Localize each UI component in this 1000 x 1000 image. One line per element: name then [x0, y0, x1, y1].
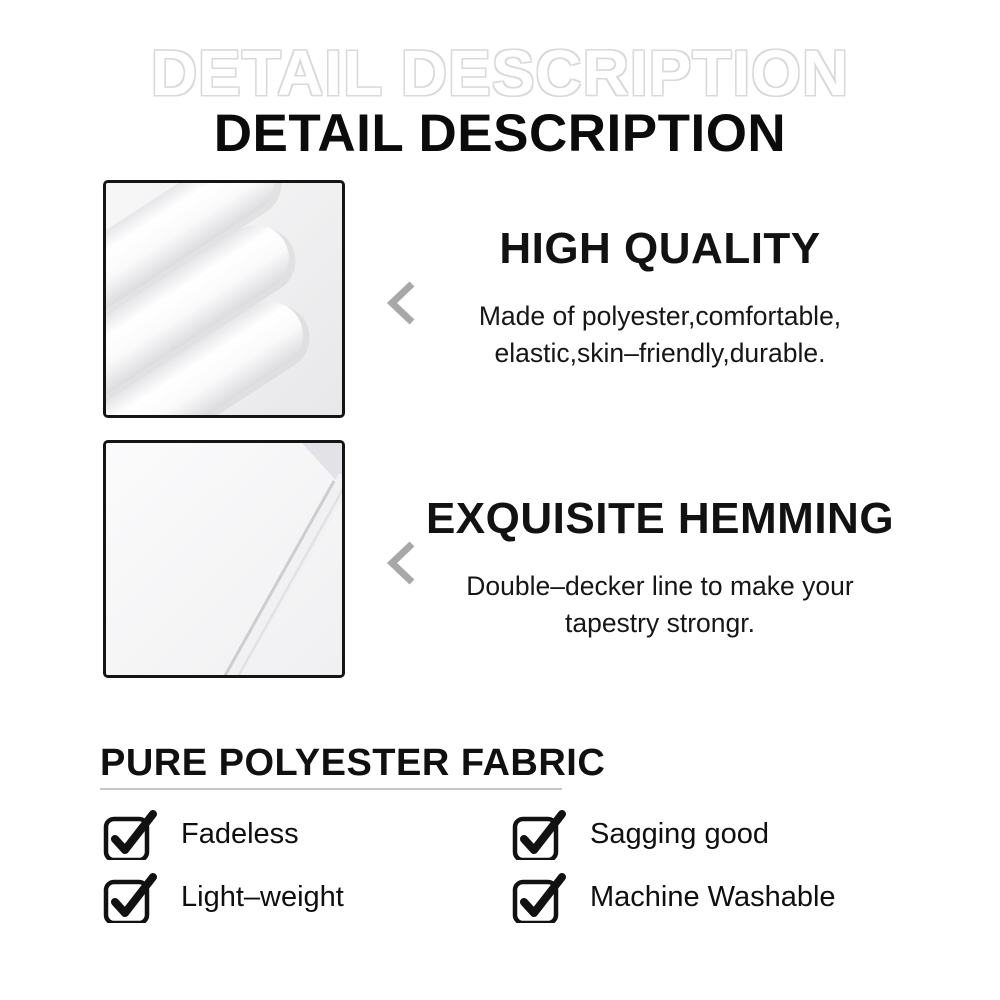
- section-heading: HIGH QUALITY: [499, 224, 821, 273]
- feature-machine-washable: [512, 871, 836, 923]
- checkbox-checked-icon: [103, 808, 159, 860]
- ghost-title-text: DETAIL DESCRIPTION: [150, 37, 850, 109]
- page-title: DETAIL DESCRIPTION: [213, 103, 787, 163]
- feature-label: Sagging good: [590, 817, 769, 850]
- feature-label: Light–weight: [181, 880, 344, 913]
- product-photo-hem-stitch: [103, 440, 345, 678]
- body-line: Made of polyester,comfortable,: [478, 301, 842, 331]
- folded-fabric-illustration: [106, 183, 342, 415]
- feature-sagging-good: [512, 808, 769, 860]
- section-exquisite-hemming: [400, 494, 920, 642]
- product-photo-folded-fabric: [103, 180, 345, 418]
- heading-underline: [100, 788, 562, 790]
- section-heading: EXQUISITE HEMMING: [425, 494, 895, 543]
- feature-label: Fadeless: [181, 817, 299, 850]
- section-high-quality: [410, 224, 910, 372]
- hem-stitch-illustration: [106, 443, 342, 675]
- body-line: elastic,skin–friendly,durable.: [494, 338, 826, 368]
- checkbox-checked-icon: [512, 871, 568, 923]
- feature-light-weight: [103, 871, 344, 923]
- body-line: tapestry strongr.: [564, 608, 755, 638]
- body-line: Double–decker line to make your: [466, 571, 854, 601]
- section-body: [410, 298, 910, 372]
- checkbox-checked-icon: [103, 871, 159, 923]
- feature-label: Machine Washable: [590, 880, 836, 913]
- feature-fadeless: [103, 808, 299, 860]
- section-body: [400, 568, 920, 642]
- features-heading: PURE POLYESTER FABRIC: [100, 742, 606, 784]
- checkbox-checked-icon: [512, 808, 568, 860]
